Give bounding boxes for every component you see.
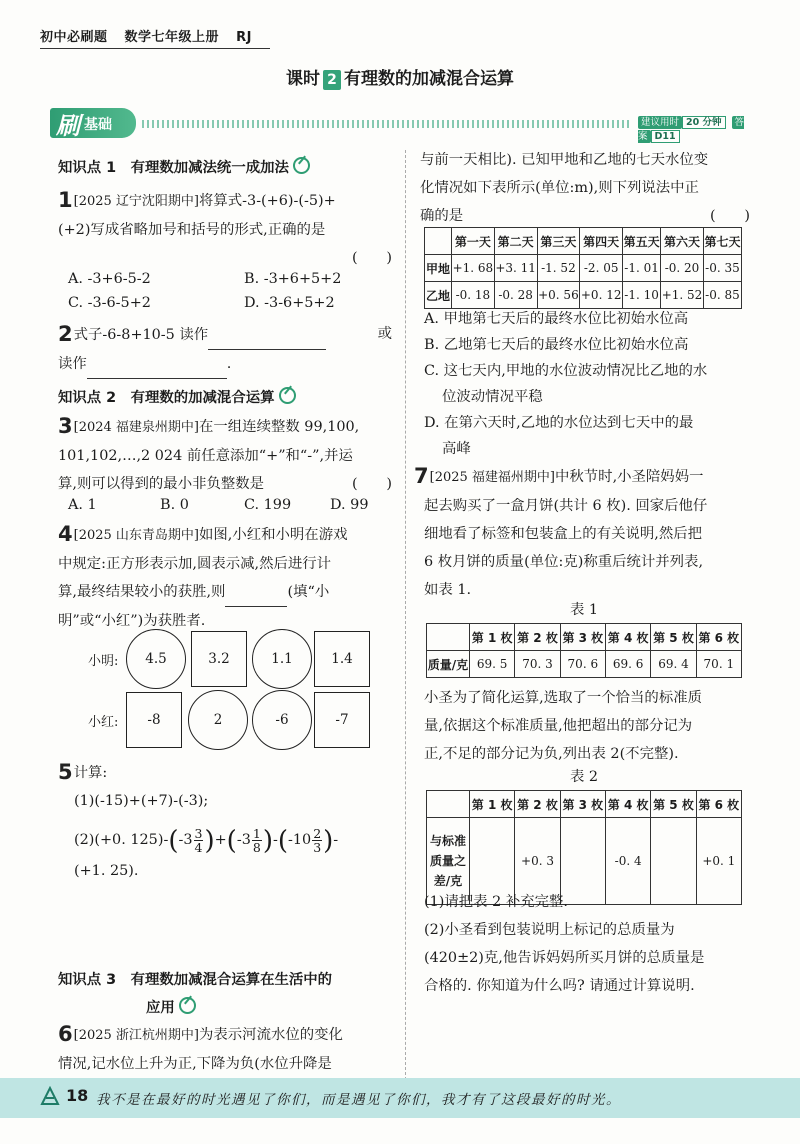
q5-part2: (2)(+0. 125)-(-3 $\frac{3}{4}$ )+(-3 $\frac{1}{8}$ )-(-10 $\frac{2}{3}$ )- — [74, 825, 339, 856]
table-cell: -0. 20 — [661, 255, 704, 282]
xiaoming-label: 小明: — [88, 654, 119, 669]
kp3-title-line2: 应用 — [146, 1000, 175, 1016]
table-header: 第 5 枚 — [651, 791, 696, 818]
table-header: 第 6 枚 — [696, 624, 741, 651]
table-cell — [427, 624, 470, 651]
q5-den-3: 3 — [313, 839, 322, 855]
xiaohong-circle-1: 2 — [188, 690, 248, 750]
table-cell: -0. 35 — [703, 255, 741, 282]
q1-option-c: C. -3-6-5+2 — [68, 295, 151, 311]
pencil-icon — [179, 997, 196, 1014]
table-header: 第 6 枚 — [696, 791, 741, 818]
q6-answer-paren: ( ) — [709, 208, 750, 224]
xiaohong-circle-2: -6 — [252, 690, 312, 750]
lesson-title — [0, 64, 800, 90]
question-6-start — [58, 1020, 398, 1078]
q1-text1: 将算式-3-(+6)-(-5)+ — [199, 193, 336, 209]
question-4 — [58, 520, 392, 635]
q5-whole-3: -10 — [288, 832, 312, 848]
q2-blank-2[interactable] — [87, 350, 227, 379]
table-row — [427, 651, 742, 678]
q6-option-d-line2: 高峰 — [442, 441, 471, 457]
question-7 — [414, 462, 754, 604]
q3-option-a: A. 1 — [68, 497, 97, 513]
table-header-row — [427, 791, 742, 818]
table-cell: 69. 5 — [470, 651, 515, 678]
q6-number: 6 — [58, 1022, 73, 1046]
subject-name: 数学七年级上册 — [124, 30, 220, 45]
table-cell — [425, 228, 452, 255]
table-cell: 70. 1 — [696, 651, 741, 678]
q6-option-c-line1: C. 这七天内,甲地的水位波动情况比乙地的水 — [424, 363, 708, 379]
table-cell: +0. 12 — [580, 282, 623, 309]
q5-num-2: 1 — [252, 825, 261, 841]
q4-blank[interactable] — [225, 578, 287, 607]
table-header: 第二天 — [494, 228, 537, 255]
table-cell: -2. 05 — [580, 255, 623, 282]
column-divider — [405, 150, 406, 1080]
edition-label: RJ — [236, 30, 252, 45]
question-6-cont — [420, 146, 750, 230]
q3-answer-paren: ( ) — [351, 476, 392, 492]
q7-number: 7 — [414, 464, 429, 488]
q5-frac-1 — [194, 827, 204, 854]
pencil-logo-icon — [40, 1086, 60, 1106]
q5-frac-2 — [252, 827, 262, 854]
section-banner — [50, 108, 750, 142]
q7-parts — [424, 888, 754, 1000]
q3-text1: 在一组连续整数 99,100, — [199, 419, 360, 435]
q7-part2-b: (420±2)克,他告诉妈妈所买月饼的总质量是 — [424, 950, 705, 966]
q6-option-a: A. 甲地第七天后的最终水位比初始水位高 — [424, 311, 689, 327]
xiaohong-square-1: -8 — [126, 692, 182, 748]
q1-source: [2025 辽宁沈阳期中] — [73, 194, 199, 209]
row-label-line2: 质量之 — [429, 854, 466, 868]
q5-part2-a: (2)(+0. 125)- — [74, 832, 169, 848]
knowledge-point-3 — [58, 966, 332, 1022]
q7-text5: 如表 1. — [424, 582, 472, 598]
table-cell: +0. 1 — [696, 818, 741, 905]
q5-whole-1: -3 — [178, 832, 193, 848]
q3-number: 3 — [58, 414, 73, 438]
suggested-time — [638, 114, 750, 142]
table-cell: 69. 6 — [605, 651, 650, 678]
q5-whole-2: -3 — [236, 832, 251, 848]
q3-option-c: C. 199 — [244, 497, 292, 513]
table-cell: 70. 3 — [515, 651, 560, 678]
banner-label: 基础 — [84, 117, 112, 133]
page-number: 18 — [66, 1086, 89, 1105]
table-header: 第三天 — [537, 228, 580, 255]
xiaohong-label: 小红: — [88, 715, 119, 730]
table-cell: +0. 3 — [515, 818, 560, 905]
q1-option-b: B. -3+6+5+2 — [244, 271, 342, 287]
table-cell: -1. 01 — [623, 255, 661, 282]
q1-text2: (+2)写成省略加号和括号的形式,正确的是 — [58, 222, 326, 238]
water-level-table — [424, 227, 742, 309]
q7-text1: 中秋节时,小圣陪妈妈一 — [555, 469, 704, 485]
q7-text4: 6 枚月饼的质量(单位:克)称重后统计并列表, — [424, 554, 704, 570]
knowledge-point-1 — [58, 156, 310, 177]
table-cell: 69. 4 — [651, 651, 696, 678]
banner-stripe — [142, 120, 632, 128]
time-label: 建议用时 — [638, 116, 682, 129]
table-row — [425, 282, 742, 309]
q6-options — [424, 306, 754, 462]
top-header — [40, 26, 264, 45]
knowledge-point-2 — [58, 386, 296, 407]
table-cell: -0. 85 — [703, 282, 741, 309]
q2-number: 2 — [58, 322, 73, 346]
table-header: 第 2 枚 — [515, 791, 560, 818]
footer-quote: 我不是在最好的时光遇见了你们，而是遇见了你们，我才有了这段最好的时光。 — [96, 1092, 621, 1108]
q7-part2-c: 合格的. 你知道为什么吗? 请通过计算说明. — [424, 978, 695, 994]
table-cell: -0. 28 — [494, 282, 537, 309]
question-3 — [58, 412, 392, 498]
xiaoming-circle-1: 4.5 — [126, 629, 186, 689]
q3-option-d: D. 99 — [330, 497, 369, 513]
q5-number: 5 — [58, 760, 73, 784]
kp2-title: 知识点 2 有理数的加减混合运算 — [58, 390, 275, 406]
q7-text2: 起去购买了一盒月饼(共计 6 枚). 回家后他仔 — [424, 498, 708, 514]
q5-den-2: 8 — [252, 839, 261, 855]
q1-option-a: A. -3+6-5-2 — [68, 271, 151, 287]
row-label-line3: 差/克 — [433, 874, 463, 888]
q3-text3: 算,则可以得到的最小非负整数是 — [58, 476, 265, 492]
table1-title: 表 1 — [569, 602, 599, 618]
table-cell: -1. 52 — [537, 255, 580, 282]
answer-label: 答案 — [638, 117, 745, 142]
q2-blank-1[interactable] — [208, 321, 326, 350]
q7-source: [2025 福建福州期中] — [429, 470, 555, 485]
table-header: 第 1 枚 — [470, 624, 515, 651]
lesson-number: 2 — [323, 70, 341, 90]
q3-option-b: B. 0 — [160, 497, 189, 513]
table-header-row — [427, 624, 742, 651]
table-header: 第六天 — [661, 228, 704, 255]
table-header: 第四天 — [580, 228, 623, 255]
table-header: 第 5 枚 — [651, 624, 696, 651]
table-cell — [427, 791, 470, 818]
q4-text1: 如图,小红和小明在游戏 — [199, 527, 348, 543]
table-header: 第一天 — [452, 228, 495, 255]
kp1-title: 知识点 1 有理数加减法统一成加法 — [58, 160, 289, 176]
book-name: 初中必刷题 — [40, 30, 108, 45]
q2-text3: 读作 — [58, 356, 87, 372]
q1-number: 1 — [58, 188, 73, 212]
table-header: 第五天 — [623, 228, 661, 255]
table2-title: 表 2 — [569, 769, 599, 785]
kp3-title-line1: 知识点 3 有理数加减混合运算在生活中的 — [58, 972, 333, 988]
answer-page: D11 — [651, 130, 680, 143]
q5-label: 计算: — [73, 765, 108, 781]
q4-text4: 明”或“小红”)为获胜者. — [58, 613, 206, 629]
table-cell: +0. 56 — [537, 282, 580, 309]
q5-part1: (1)(-15)+(+7)-(-3); — [74, 793, 209, 809]
q6-option-c-line2: 位波动情况平稳 — [442, 389, 543, 405]
table-cell: 70. 6 — [560, 651, 605, 678]
table-header-row — [425, 228, 742, 255]
xiaohong-square-2: -7 — [314, 692, 370, 748]
q3-text2: 101,102,…,2 024 前任意添加“+”和“-”,并运 — [58, 448, 353, 464]
lesson-title-text: 有理数的加减混合运算 — [344, 69, 514, 89]
q6-option-d-line1: D. 在第六天时,乙地的水位达到七天中的最 — [424, 415, 694, 431]
q1-option-d: D. -3-6+5+2 — [244, 295, 335, 311]
time-value: 20 分钟 — [682, 116, 726, 129]
q5-num-3: 2 — [313, 825, 322, 841]
table-header: 第 1 枚 — [470, 791, 515, 818]
header-rule — [40, 48, 270, 49]
xiaoming-circle-2: 1.1 — [252, 629, 312, 689]
q6-text3: 与前一天相比). 已知甲地和乙地的七天水位变 — [420, 152, 709, 168]
table-cell: +3. 11 — [494, 255, 537, 282]
table-header: 第 3 枚 — [560, 791, 605, 818]
banner-tag — [50, 108, 136, 138]
table-cell: -0. 18 — [452, 282, 495, 309]
table-row — [425, 255, 742, 282]
q7-mid1: 小圣为了简化运算,选取了一个恰当的标准质 — [424, 690, 702, 706]
table-cell: +1. 68 — [452, 255, 495, 282]
table-cell: 乙地 — [425, 282, 452, 309]
pencil-icon — [293, 157, 310, 174]
xiaoming-square-1: 3.2 — [191, 631, 247, 687]
q6-text2: 情况,记水位上升为正,下降为负(水位升降是 — [58, 1056, 332, 1072]
table-cell: 甲地 — [425, 255, 452, 282]
xiaoming-square-2: 1.4 — [314, 631, 370, 687]
table-header: 第 4 枚 — [605, 791, 650, 818]
q4-source: [2025 山东青岛期中] — [73, 528, 199, 543]
q5-num-1: 3 — [194, 825, 203, 841]
q4-text3: 算,最终结果较小的获胜,则 — [58, 584, 226, 600]
q5-den-1: 4 — [194, 839, 203, 855]
q3-source: [2024 福建泉州期中] — [73, 420, 199, 435]
table-cell: +1. 52 — [661, 282, 704, 309]
table-cell: 质量/克 — [427, 651, 470, 678]
table-header: 第 2 枚 — [515, 624, 560, 651]
table-cell: -0. 4 — [605, 818, 650, 905]
question-2 — [58, 320, 392, 379]
q6-text5: 确的是 — [420, 208, 464, 224]
q2-text1: 式子-6-8+10-5 读作 — [73, 327, 209, 343]
q2-text2: 或 — [377, 326, 392, 342]
question-5 — [58, 758, 398, 885]
q6-text4: 化情况如下表所示(单位:m),则下列说法中正 — [420, 180, 699, 196]
row-label-line1: 与标准 — [429, 834, 466, 848]
q1-answer-paren: ( ) — [351, 250, 392, 266]
q7-mid2: 量,依据这个标准质量,他把超出的部分记为 — [424, 718, 693, 734]
q7-middle-text — [424, 684, 754, 768]
q5-part2-end: (+1. 25). — [74, 863, 139, 879]
q4-text2: 中规定:正方形表示加,圆表示减,然后进行计 — [58, 556, 332, 572]
lesson-prefix: 课时 — [286, 69, 320, 89]
mooncake-table-1 — [426, 623, 742, 678]
q6-option-b: B. 乙地第七天后的最终水位比初始水位高 — [424, 337, 689, 353]
question-1 — [58, 186, 392, 272]
q6-text1: 为表示河流水位的变化 — [199, 1027, 343, 1043]
q7-part2-a: (2)小圣看到包装说明上标记的总质量为 — [424, 922, 675, 938]
q4-text3b: (填“小 — [287, 584, 330, 600]
q7-mid3: 正,不足的部分记为负,列出表 2(不完整). — [424, 746, 679, 762]
table-header: 第 3 枚 — [560, 624, 605, 651]
q7-part1: (1)请把表 2 补充完整. — [424, 894, 568, 910]
table-cell: -1. 10 — [623, 282, 661, 309]
page-footer — [0, 1078, 800, 1118]
pencil-icon — [279, 387, 296, 404]
q4-number: 4 — [58, 522, 73, 546]
q2-end: . — [226, 356, 232, 372]
table-header: 第七天 — [703, 228, 741, 255]
q6-source: [2025 浙江杭州期中] — [73, 1028, 199, 1043]
q7-text3: 细地看了标签和包装盒上的有关说明,然后把 — [424, 526, 702, 542]
q5-frac-3 — [312, 827, 322, 854]
table-header: 第 4 枚 — [605, 624, 650, 651]
brush-char: 刷 — [56, 112, 80, 140]
